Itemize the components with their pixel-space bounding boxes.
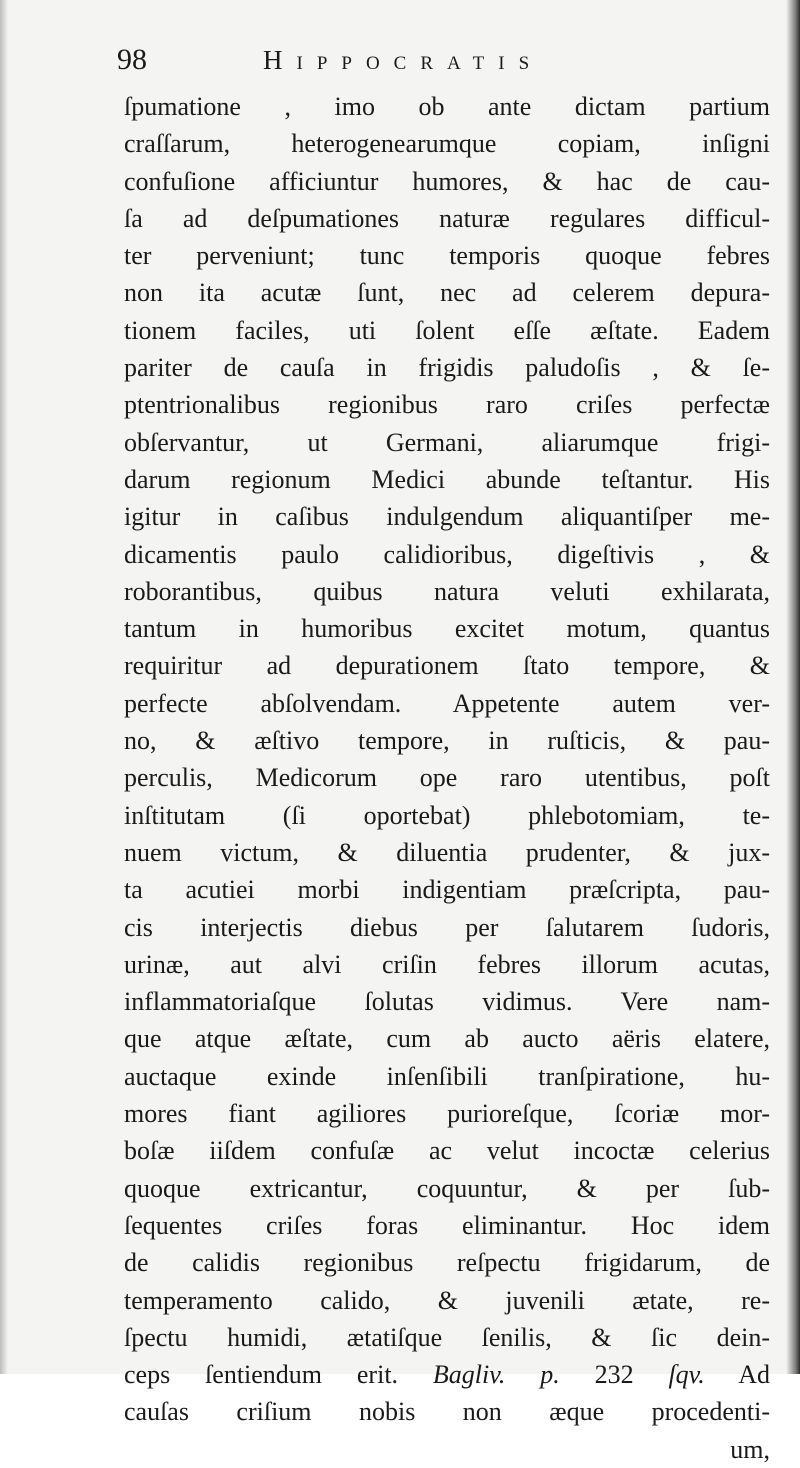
text-line: tantum in humoribus excitet motum, quantus — [124, 614, 770, 644]
text-line: tionem faciles, uti ſolent eſſe æſtate. Eadem — [124, 315, 770, 345]
catchword: um, — [730, 1434, 770, 1464]
text-line: non ita acutæ ſunt, nec ad celerem depura- — [124, 278, 770, 308]
text-line: dicamentis paulo calidioribus, digeſtivis , & — [124, 539, 770, 569]
text-line: ta acutiei morbi indigentiam præſcripta, pau- — [124, 875, 770, 905]
text-line: nuem victum, & diluentia prudenter, & jux- — [124, 837, 770, 867]
citation-pages: 232 — [559, 1360, 669, 1390]
text-line: igitur in caſibus indulgendum aliquantiſper me- — [124, 502, 770, 532]
text-line: ſpectu humidi, ætatiſque ſenilis, & ſic dein- — [124, 1322, 770, 1352]
page-number: 98 — [117, 43, 147, 76]
text-line: darum regionum Medici abunde teſtantur. His — [124, 464, 770, 494]
text-line: cis interjectis diebus per ſalutarem ſudoris, — [124, 912, 770, 942]
text-line: ſequentes criſes foras eliminantur. Hoc idem — [124, 1210, 770, 1240]
text-line: perfecte abſolvendam. Appetente autem ver- — [124, 688, 770, 718]
body-text — [124, 88, 770, 1468]
text-line: obſervantur, ut Germani, aliarumque frigi- — [124, 427, 770, 457]
text-line: ter perveniunt; tunc temporis quoque febres — [124, 241, 770, 271]
text-line: que atque æſtate, cum ab aucto aëris elatere, — [124, 1024, 770, 1054]
text-line: roborantibus, quibus natura veluti exhilarata, — [124, 576, 770, 606]
text-line: inſtitutam (ſi oportebat) phlebotomiam, te- — [124, 800, 770, 830]
text-line: pariter de cauſa in frigidis paludoſis , & ſe- — [124, 353, 770, 383]
text-line: ptentrionalibus regionibus raro criſes perfectæ — [124, 390, 770, 420]
text-line: ſpumatione , imo ob ante dictam partium — [124, 92, 770, 121]
text-line: confuſione afficiuntur humores, & hac de cau- — [124, 166, 770, 196]
text-line: urinæ, aut alvi criſin febres illorum acutas, — [124, 949, 770, 979]
text-line: auctaque exinde inſenſibili tranſpiratione, hu- — [124, 1061, 770, 1091]
page-left-edge — [0, 0, 8, 1374]
text-line: mores fiant agiliores purioreſque, ſcoriæ mor- — [124, 1099, 770, 1129]
text-line: craſſarum, heterogenearumque copiam, inſigni — [124, 129, 770, 159]
text-line-citation — [124, 1356, 770, 1393]
citation-author: Bagliv. p. — [432, 1360, 560, 1390]
page-header — [117, 40, 617, 80]
citation-lead: ceps ſentiendum erit. — [124, 1360, 433, 1390]
running-head: Hippocratis — [263, 45, 544, 75]
text-line: de calidis regionibus reſpectu frigidarum, de — [124, 1248, 770, 1278]
text-line: inflammatoriaſque ſolutas vidimus. Vere nam- — [124, 987, 770, 1017]
text-line: ſa ad deſpumationes naturæ regulares difficul- — [124, 203, 770, 233]
text-line: requiritur ad depurationem ſtato tempore, & — [124, 651, 770, 681]
page-gutter-shadow — [786, 0, 800, 1374]
text-line: quoque extricantur, coquuntur, & per ſub- — [124, 1173, 770, 1203]
citation-tail: Ad — [704, 1360, 771, 1390]
text-line: temperamento calido, & juvenili ætate, re- — [124, 1285, 770, 1315]
citation-sqq: ſqv. — [668, 1360, 705, 1390]
text-line: perculis, Medicorum ope raro utentibus, poſt — [124, 763, 770, 793]
text-line: no, & æſtivo tempore, in ruſticis, & pau- — [124, 726, 770, 756]
text-line: cauſas criſium nobis non æque procedenti- — [124, 1397, 770, 1427]
text-line: boſæ iiſdem confuſæ ac velut incoctæ celerius — [124, 1136, 770, 1166]
